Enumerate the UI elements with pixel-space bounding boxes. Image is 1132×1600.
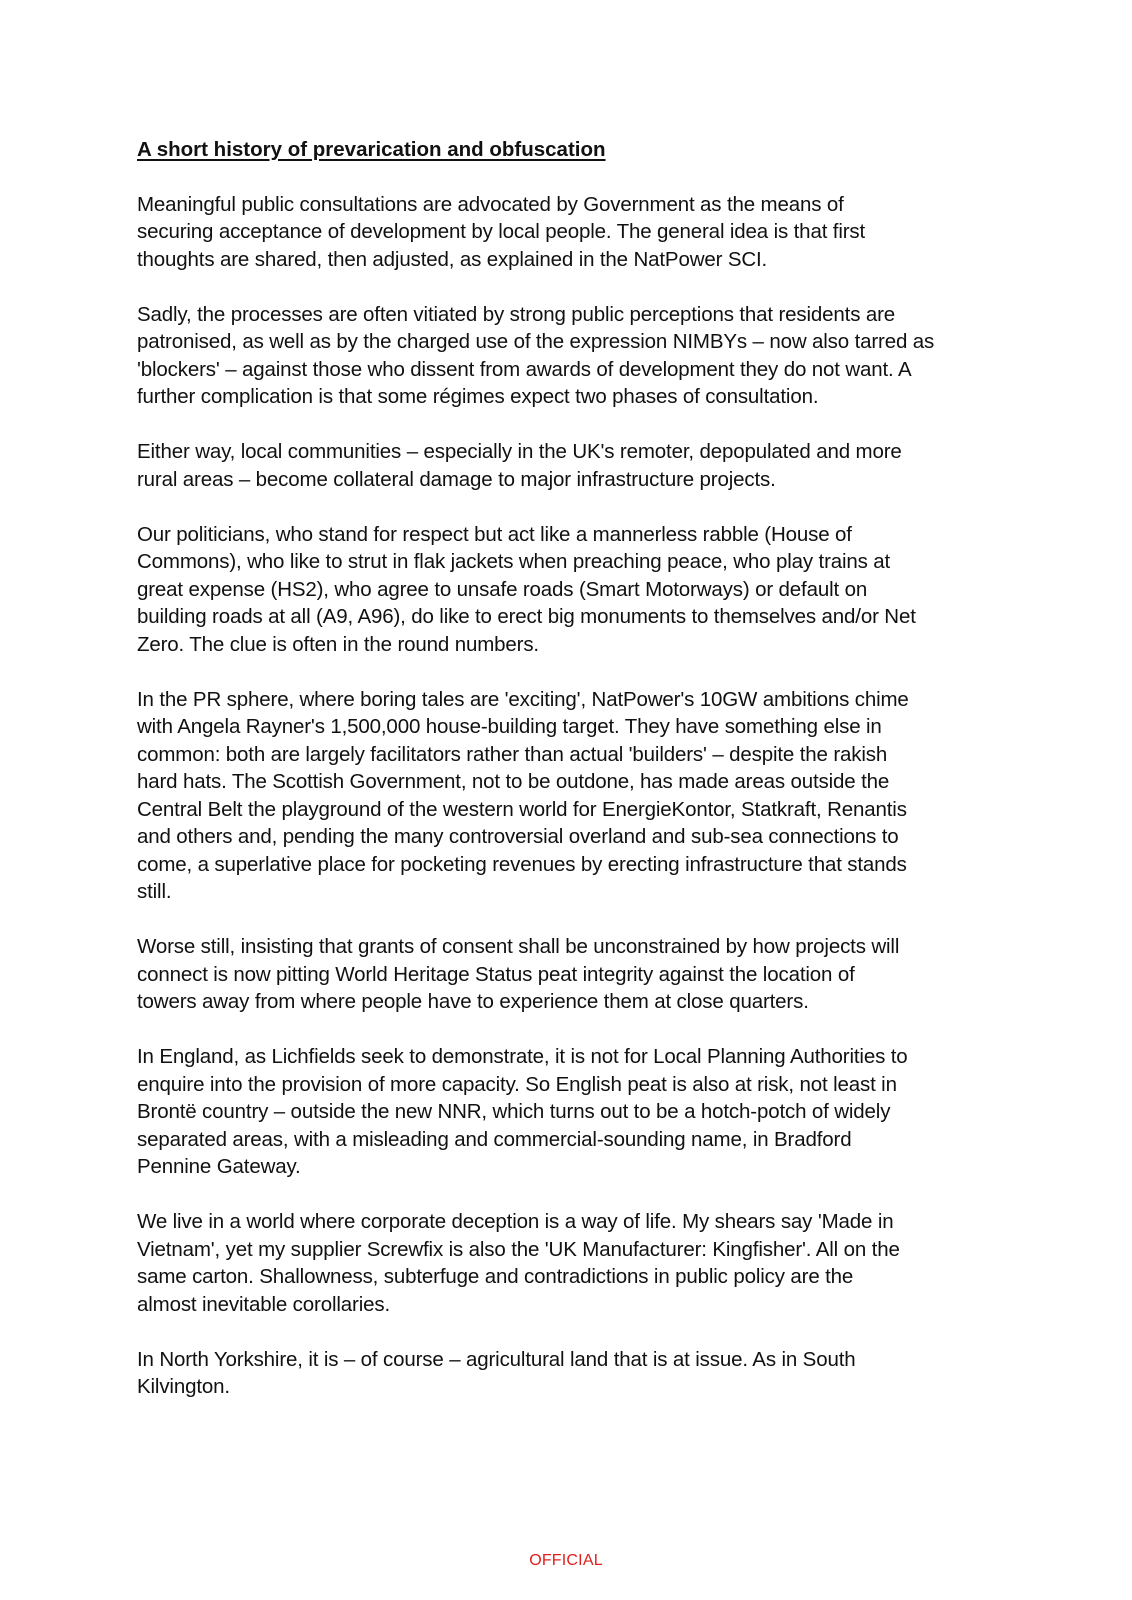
text-line: almost inevitable corollaries.	[137, 1292, 391, 1316]
text-line: securing acceptance of development by local people. The general idea is that first	[137, 220, 866, 243]
text-line: common: both are largely facilitators rather than actual 'builders' – despite the rakish	[137, 742, 888, 766]
paragraph	[137, 1208, 1017, 1318]
text-line: Our politicians, who stand for respect but act like a mannerless rabble (House of	[137, 522, 852, 546]
text-line: Kilvington.	[137, 1375, 230, 1398]
text-line: same carton. Shallowness, subterfuge and contradictions in public policy are the	[137, 1265, 854, 1288]
classification-footer: OFFICIAL	[529, 1552, 603, 1569]
text-line: 'blockers' – against those who dissent from awards of development they do not want. A	[137, 357, 912, 381]
document-body	[137, 191, 1017, 1401]
text-line: In North Yorkshire, it is – of course – agricultural land that is at issue. As in South	[137, 1347, 856, 1371]
paragraph	[137, 1346, 1017, 1401]
text-line: come, a superlative place for pocketing revenues by erecting infrastructure that stands	[137, 852, 907, 876]
text-line: Commons), who like to strut in flak jackets when preaching peace, who play trains at	[137, 550, 891, 573]
paragraph	[137, 521, 1017, 659]
text-line: with Angela Rayner's 1,500,000 house-building target. They have something else in	[137, 715, 882, 738]
text-line: Either way, local communities – especially in the UK's remoter, depopulated and more	[137, 440, 902, 463]
text-line: connect is now pitting World Heritage Status peat integrity against the location of	[137, 962, 855, 986]
paragraph	[137, 438, 1017, 493]
paragraph	[137, 1043, 1017, 1181]
paragraph	[137, 191, 1017, 274]
text-line: separated areas, with a misleading and commercial-sounding name, in Bradford	[137, 1127, 852, 1151]
text-line: building roads at all (A9, A96), do like to erect big monuments to themselves and/or Net	[137, 605, 916, 628]
text-line: rural areas – become collateral damage to major infrastructure projects.	[137, 467, 776, 491]
text-line: enquire into the provision of more capacity. So English peat is also at risk, not least in	[137, 1072, 897, 1096]
text-line: towers away from where people have to experience them at close quarters.	[137, 990, 809, 1013]
text-line: We live in a world where corporate deception is a way of life. My shears say 'Made in	[137, 1210, 894, 1233]
text-line: further complication is that some régimes expect two phases of consultation.	[137, 385, 819, 408]
paragraph	[137, 686, 1017, 906]
text-line: In the PR sphere, where boring tales are 'exciting', NatPower's 10GW ambitions chime	[137, 687, 909, 711]
text-line: thoughts are shared, then adjusted, as explained in the NatPower SCI.	[137, 247, 768, 271]
document-title: A short history of prevarication and obfuscation	[137, 138, 606, 161]
text-line: Brontë country – outside the new NNR, which turns out to be a hotch-potch of widely	[137, 1100, 891, 1123]
text-line: Meaningful public consultations are advocated by Government as the means of	[137, 192, 844, 216]
text-line: Worse still, insisting that grants of consent shall be unconstrained by how projects will	[137, 935, 900, 958]
document-page	[137, 136, 1017, 1428]
text-line: still.	[137, 880, 172, 903]
text-line: Pennine Gateway.	[137, 1155, 301, 1178]
text-line: patronised, as well as by the charged use of the expression NIMBYs – now also tarred as	[137, 330, 935, 353]
paragraph	[137, 301, 1017, 411]
text-line: hard hats. The Scottish Government, not to be outdone, has made areas outside the	[137, 770, 890, 793]
text-line: Zero. The clue is often in the round numbers.	[137, 632, 539, 656]
text-line: Central Belt the playground of the western world for EnergieKontor, Statkraft, Renantis	[137, 797, 907, 821]
text-line: great expense (HS2), who agree to unsafe roads (Smart Motorways) or default on	[137, 577, 868, 601]
text-line: and others and, pending the many controversial overland and sub-sea connections to	[137, 825, 899, 848]
text-line: Sadly, the processes are often vitiated by strong public perceptions that residents are	[137, 302, 896, 326]
text-line: In England, as Lichfields seek to demonstrate, it is not for Local Planning Authorities to	[137, 1045, 908, 1068]
text-line: Vietnam', yet my supplier Screwfix is also the 'UK Manufacturer: Kingfisher'. All on the	[137, 1237, 900, 1261]
paragraph	[137, 933, 1017, 1016]
